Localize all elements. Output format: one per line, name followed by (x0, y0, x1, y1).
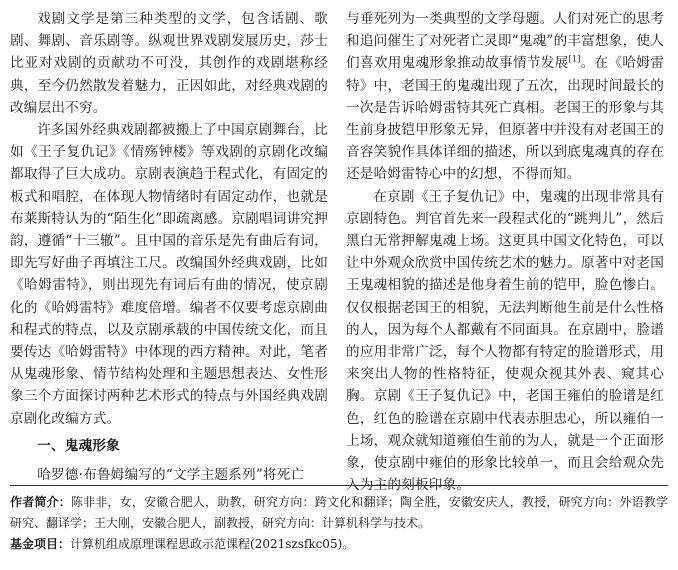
body-paragraph: 在京剧《王子复仇记》中，鬼魂的出现非常具有京剧特色。判官首先来一段程式化的“跳判儿”，然后黑白无常押解鬼魂上场。这更具中国文化特色，可以让中外观众欣赏中国传统艺术的魅力。原著中对老国王鬼魂相貌的描述是他身着生前的铠甲，脸色惨白。仅仅根据老国王的相貌，无法判断他生前是什么性格的人，因为每个人都戴有不同面具。在京剧中，脸谱的应用非常广泛，每个人物都有特定的脸谱形式，用来突出人物的性格特征，使观众视其外表、窥其心胸。京剧《王子复仇记》中，老国王雍伯的脸谱是红色，红色的脸谱在京剧中代表赤胆忠心，所以雍伯一上场，观众就知道雍伯生前的为人，就是一个正面形象，使京剧中雍伯的形象比较单一，而且会给观众先入为主的刻板印象。 (346, 188, 664, 494)
author-info-text: 陈非非，女，安徽合肥人，助教，研究方向：跨文化和翻译；陶全胜，安徽安庆人，教授，研究方向：外语教学研究、翻译学；王大刚，安徽合肥人，副教授，研究方向：计算机科学与技术。 (10, 495, 668, 530)
body-paragraph: 许多国外经典戏剧都被搬上了中国京剧舞台，比如《王子复仇记》《情殇钟楼》等戏剧的京剧化改编都取得了巨大成功。京剧表演趋于程式化，有固定的板式和唱腔，在体现人物情绪时有固定动作，也就是布莱斯特认为的“陌生化”即疏离感。京剧唱词讲究押韵，遵循“十三辙”。且中国的音乐是先有曲后有词，即先写好曲子再填注工尺。改编国外经典戏剧，比如《哈姆雷特》，则出现先有词后有曲的情况，使京剧化的《哈姆雷特》难度倍增。编者不仅要考虑京剧曲和程式的特点，以及京剧承载的中国传统文化，而且要传达《哈姆雷特》中体现的西方精神。对此，笔者从鬼魂形象、情节结构处理和主题思想表达、女性形象三个方面探讨两种艺术形式的特点与外国经典戏剧京剧化改编方式。 (10, 122, 328, 427)
fund-info (10, 534, 668, 555)
citation-reference[interactable]: [1] (568, 54, 581, 64)
fund-info-text: 计算机组成原理课程思政示范课程(2021szsfkc05)。 (70, 537, 355, 551)
author-info-label: 作者简介： (10, 495, 71, 509)
author-info (10, 492, 668, 534)
fund-info-label: 基金项目： (10, 537, 71, 551)
footnote-divider (10, 485, 668, 486)
right-column (346, 8, 664, 496)
paragraph-text: 。在《哈姆雷特》中，老国王的鬼魂出现了五次，出现时间最长的一次是告诉哈姆雷特其死亡真相。老国王的形象与其生前身披铠甲形象无异，但原著中并没有对老国王的音容笑貌作具体详细的描述，所以到底鬼魂真的存在还是哈姆雷特心中的幻想，不得而知。 (346, 55, 665, 183)
section-heading: 一、鬼魂形象 (37, 437, 120, 454)
footnotes (10, 492, 668, 555)
body-paragraph: 戏剧文学是第三种类型的文学，包含话剧、歌剧、舞剧、音乐剧等。纵观世界戏剧发展历史，莎士比亚对戏剧的贡献功不可没，其创作的戏剧堪称经典，至今仍然散发着魅力，正因如此，对经典戏剧的改编层出不穷。 (10, 11, 328, 116)
left-column (10, 8, 328, 486)
body-paragraph-continued (346, 8, 664, 186)
body-paragraph: 哈罗德·布鲁姆编写的“文学主题系列”将死亡 (37, 467, 305, 484)
paragraph-text: 与垂死列为一类典型的文学母题。人们对死亡的思考和追问催生了对死者亡灵即“鬼魂”的丰富想象，使人们喜欢用鬼魂形象推动故事情节发展 (346, 11, 664, 72)
